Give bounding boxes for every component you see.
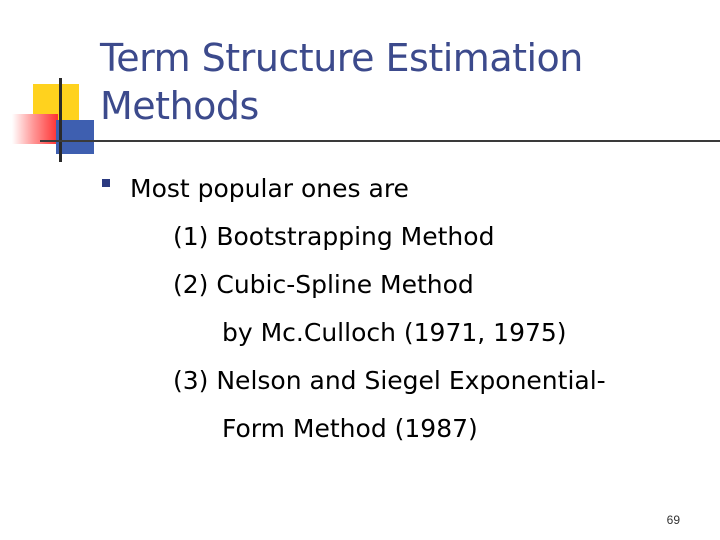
title-divider-line [40,140,720,142]
list-item-continuation: Form Method (1987) [222,414,478,443]
slide-title [100,34,700,130]
bullet-square-icon [102,179,110,187]
title-line-1: Term Structure Estimation [100,36,583,80]
page-number: 69 [666,513,680,527]
bullet-intro: Most popular ones are [130,174,409,203]
logo-vertical-line [59,78,62,162]
list-item: (1) Bootstrapping Method [173,222,495,251]
list-item: (3) Nelson and Siegel Exponential- [173,366,606,395]
list-item-continuation: by Mc.Culloch (1971, 1975) [222,318,567,347]
title-line-2: Methods [100,84,259,128]
decorative-logo [0,0,110,170]
list-item: (2) Cubic-Spline Method [173,270,474,299]
bullet-content [130,165,690,453]
